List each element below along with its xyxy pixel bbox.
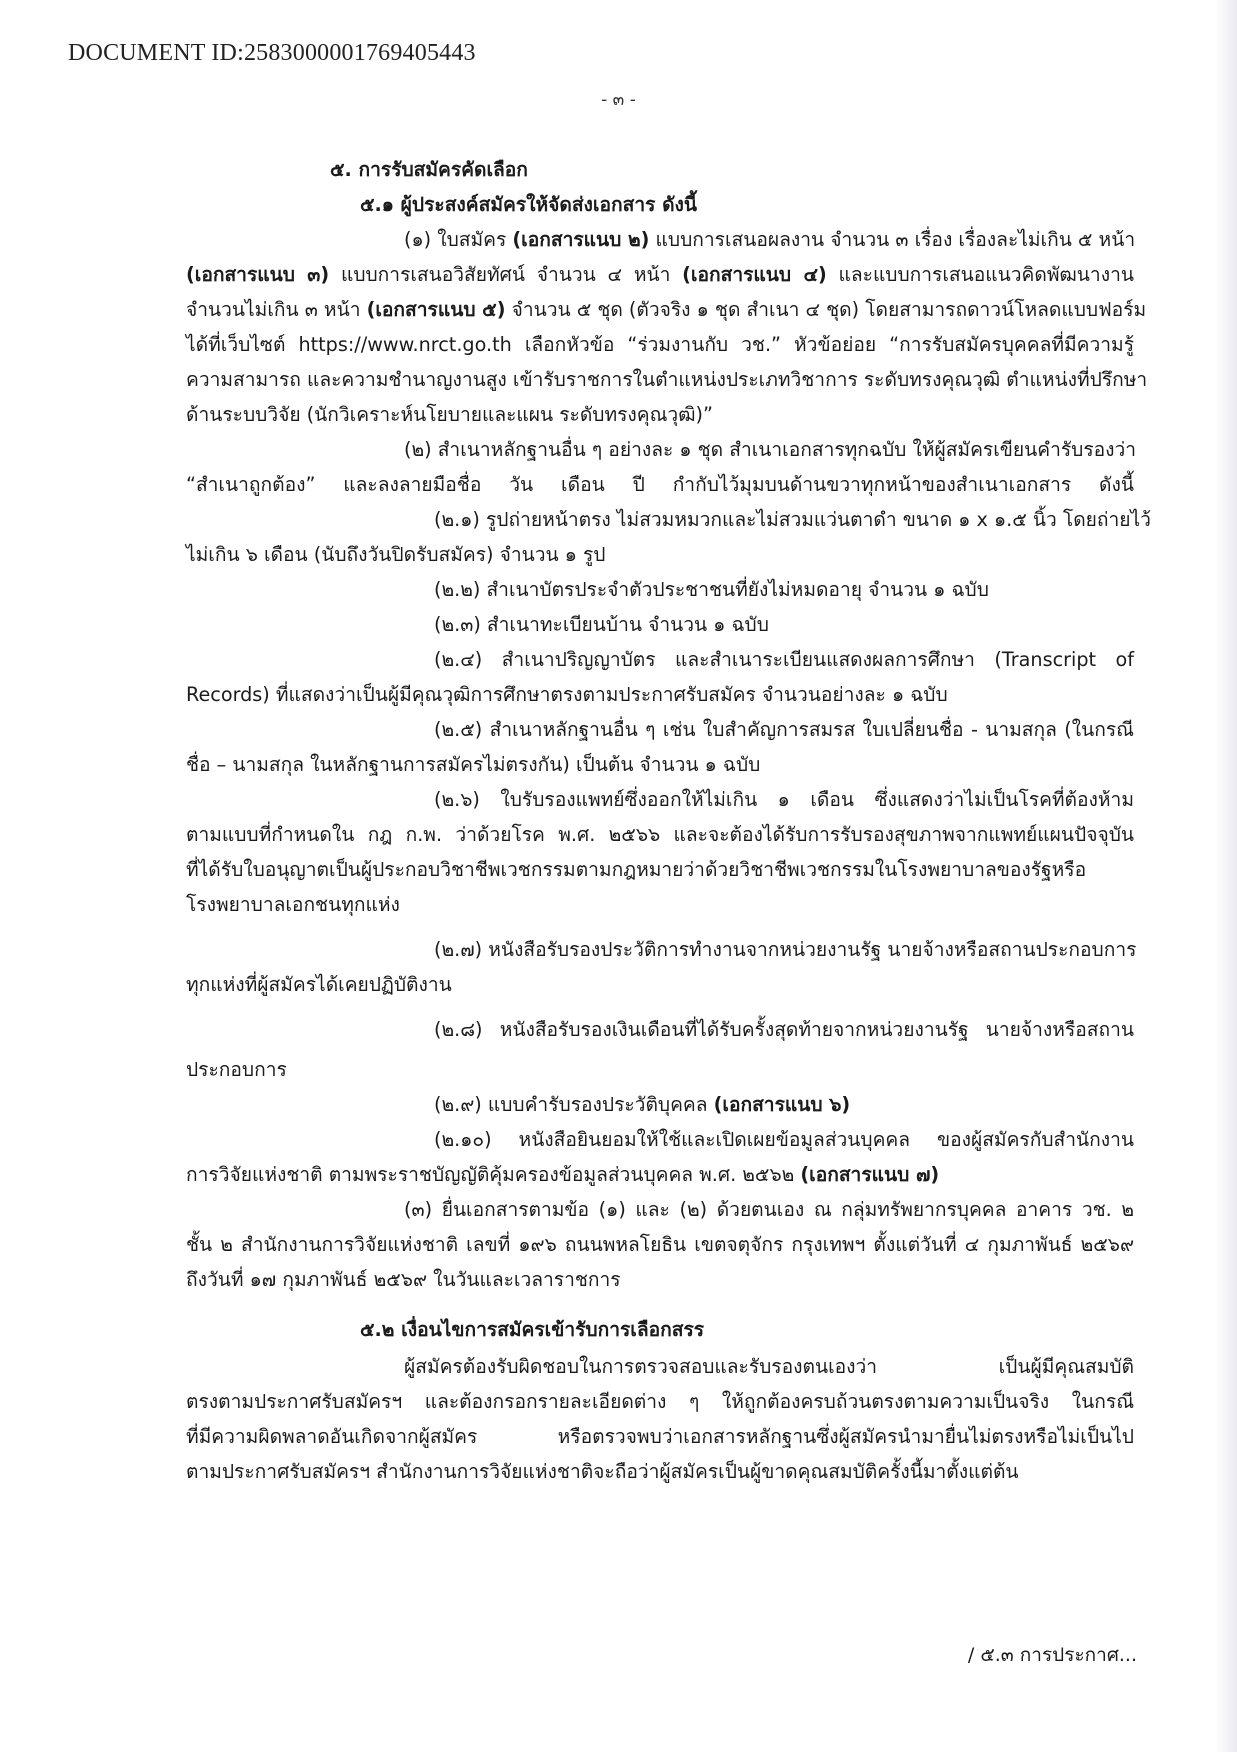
- section-5-2-line-3: ที่มีความผิดพลาดอันเกิดจากผู้สมัคร หรือตรวจพบว่าเอกสารหลักฐานซึ่งผู้สมัครนำมายื่นไม่ตรงหรือไม่เป็นไป: [186, 1425, 1134, 1448]
- item-2-1-line-2: ไม่เกิน ๖ เดือน (นับถึงวันปิดรับสมัคร) จำนวน ๑ รูป: [186, 543, 606, 566]
- item-2-8-line-2: ประกอบการ: [186, 1058, 287, 1081]
- section-5-heading: ๕. การรับสมัครคัดเลือก: [330, 158, 528, 181]
- item-3-line-1: (๓) ยื่นเอกสารตามข้อ (๑) และ (๒) ด้วยตนเอง ณ กลุ่มทรัพยากรบุคคล อาคาร วช. ๒: [404, 1198, 1134, 1221]
- item-1-line-6: ด้านระบบวิจัย (นักวิเคราะห์นโยบายและแผน ระดับทรงคุณวุฒิ)”: [186, 403, 713, 426]
- item-2-6-line-4: โรงพยาบาลเอกชนทุกแห่ง: [186, 893, 400, 916]
- item-2-3: (๒.๓) สำเนาทะเบียนบ้าน จำนวน ๑ ฉบับ: [434, 613, 769, 636]
- item-2-1-line-1: (๒.๑) รูปถ่ายหน้าตรง ไม่สวมหมวกและไม่สวมแว่นตาดำ ขนาด ๑ x ๑.๕ นิ้ว โดยถ่ายไว้: [434, 508, 1151, 531]
- continuation-footer: / ๕.๓ การประกาศ...: [967, 1644, 1137, 1666]
- item-1-line-2: [186, 263, 1134, 287]
- item-2-5-line-2: ชื่อ – นามสกุล ในหลักฐานการสมัครไม่ตรงกัน) เป็นต้น จำนวน ๑ ฉบับ: [186, 753, 761, 776]
- attachment-3-label: (เอกสารแนบ ๓): [186, 263, 330, 286]
- item-2-10-line-1: (๒.๑๐) หนังสือยินยอมให้ใช้และเปิดเผยข้อมูลส่วนบุคคล ของผู้สมัครกับสำนักงาน: [434, 1128, 1134, 1151]
- item-2-9-text: (๒.๙) แบบคำรับรองประวัติบุคคล: [434, 1093, 714, 1116]
- item-2-6-line-3: ที่ได้รับใบอนุญาตเป็นผู้ประกอบวิชาชีพเวชกรรมตามกฎหมายว่าด้วยวิชาชีพเวชกรรมในโรงพยาบาลของรัฐหรือ: [186, 858, 1087, 881]
- item-2-5-line-1: (๒.๕) สำเนาหลักฐานอื่น ๆ เช่น ใบสำคัญการสมรส ใบเปลี่ยนชื่อ - นามสกุล (ในกรณี: [434, 718, 1134, 741]
- section-5-2-line-1: ผู้สมัครต้องรับผิดชอบในการตรวจสอบและรับรองตนเองว่า เป็นผู้มีคุณสมบัติ: [404, 1355, 1134, 1378]
- item-3-line-3: ถึงวันที่ ๑๗ กุมภาพันธ์ ๒๕๖๙ ในวันและเวลาราชการ: [186, 1268, 621, 1291]
- attachment-7-label: (เอกสารแนบ ๗): [800, 1163, 940, 1186]
- item-2-8-line-1: (๒.๘) หนังสือรับรองเงินเดือนที่ได้รับครั้งสุดท้ายจากหน่วยงานรัฐ นายจ้างหรือสถาน: [434, 1018, 1134, 1041]
- item-3-line-2: ชั้น ๒ สำนักงานการวิจัยแห่งชาติ เลขที่ ๑๙๖ ถนนพหลโยธิน เขตจตุจักร กรุงเทพฯ ตั้งแต่วันที่ ๔ กุมภาพันธ์ ๒๕๖๙: [186, 1233, 1134, 1256]
- scan-edge-shadow: [1215, 0, 1237, 1752]
- item-2-line-1: (๒) สำเนาหลักฐานอื่น ๆ อย่างละ ๑ ชุด สำเนาเอกสารทุกฉบับ ให้ผู้สมัครเขียนคำรับรองว่า: [404, 438, 1137, 461]
- page-number: - ๓ -: [601, 90, 636, 110]
- item-2-7-line-1: (๒.๗) หนังสือรับรองประวัติการทำงานจากหน่วยงานรัฐ นายจ้างหรือสถานประกอบการ: [434, 938, 1137, 961]
- item-2-10-line-2: [186, 1163, 1134, 1187]
- item-1-text: จำนวน ๕ ชุด (ตัวจริง ๑ ชุด สำเนา ๔ ชุด) โดยสามารถดาวน์โหลดแบบฟอร์ม: [505, 298, 1147, 321]
- attachment-5-label: (เอกสารแนบ ๕): [366, 298, 506, 321]
- item-1-text: จำนวนไม่เกิน ๓ หน้า: [186, 298, 367, 321]
- section-5-2-line-4: ตามประกาศรับสมัครฯ สำนักงานการวิจัยแห่งชาติจะถือว่าผู้สมัครเป็นผู้ขาดคุณสมบัติครั้งนี้มาตั้งแต่ต้น: [186, 1460, 1019, 1483]
- item-2-4-line-2: Records) ที่แสดงว่าเป็นผู้มีคุณวุฒิการศึกษาตรงตามประกาศรับสมัคร จำนวนอย่างละ ๑ ฉบับ: [186, 683, 948, 706]
- section-5-2-line-2: ตรงตามประกาศรับสมัครฯ และต้องกรอกรายละเอียดต่าง ๆ ให้ถูกต้องครบถ้วนตรงตามความเป็นจริง ในกรณี: [186, 1390, 1134, 1413]
- item-1-line-1: [404, 228, 1134, 252]
- item-1-line-3: [186, 298, 1147, 322]
- item-2-6-line-1: (๒.๖) ใบรับรองแพทย์ซึ่งออกให้ไม่เกิน ๑ เดือน ซึ่งแสดงว่าไม่เป็นโรคที่ต้องห้าม: [434, 788, 1134, 811]
- item-2-4-line-1: (๒.๔) สำเนาปริญญาบัตร และสำเนาระเบียนแสดงผลการศึกษา (Transcript of: [434, 648, 1134, 671]
- item-2-line-2: “สำเนาถูกต้อง” และลงลายมือชื่อ วัน เดือน ปี กำกับไว้มุมบนด้านขวาทุกหน้าของสำเนาเอกสาร ดังนี้: [186, 473, 1134, 496]
- item-1-text: (๑) ใบสมัคร: [404, 228, 513, 251]
- item-1-line-4: ได้ที่เว็บไซต์ https://www.nrct.go.th เลือกหัวข้อ “ร่วมงานกับ วช.” หัวข้อย่อย “การรับสมัครบุคคลที่มีความรู้: [186, 333, 1134, 356]
- attachment-6-label: (เอกสารแนบ ๖): [713, 1093, 851, 1116]
- item-2-7-line-2: ทุกแห่งที่ผู้สมัครได้เคยปฏิบัติงาน: [186, 973, 452, 996]
- item-1-text: และแบบการเสนอแนวคิดพัฒนางาน: [826, 263, 1134, 286]
- item-2-9: [434, 1093, 850, 1117]
- item-1-text: แบบการเสนอวิสัยทัศน์ จำนวน ๔ หน้า: [329, 263, 683, 286]
- item-2-6-line-2: ตามแบบที่กำหนดใน กฎ ก.พ. ว่าด้วยโรค พ.ศ. ๒๕๖๖ และจะต้องได้รับการรับรองสุขภาพจากแพทย์แผนปัจจุบัน: [186, 823, 1134, 846]
- attachment-4-label: (เอกสารแนบ ๔): [682, 263, 827, 286]
- item-2-10-text: การวิจัยแห่งชาติ ตามพระราชบัญญัติคุ้มครองข้อมูลส่วนบุคคล พ.ศ. ๒๕๖๒: [186, 1163, 801, 1186]
- section-5-1-heading: ๕.๑ ผู้ประสงค์สมัครให้จัดส่งเอกสาร ดังนี้: [360, 193, 698, 216]
- item-1-line-5: ความสามารถ และความชำนาญงานสูง เข้ารับราชการในตำแหน่งประเภทวิชาการ ระดับทรงคุณวุฒิ ตำแหน่งที่ปรึกษา: [186, 368, 1148, 391]
- item-2-2: (๒.๒) สำเนาบัตรประจำตัวประชาชนที่ยังไม่หมดอายุ จำนวน ๑ ฉบับ: [434, 578, 989, 601]
- attachment-2-label: (เอกสารแนบ ๒): [512, 228, 650, 251]
- document-id: DOCUMENT ID:2583000001769405443: [68, 40, 476, 66]
- section-5-2-heading: ๕.๒ เงื่อนไขการสมัครเข้ารับการเลือกสรร: [360, 1318, 705, 1341]
- item-1-text: แบบการเสนอผลงาน จำนวน ๓ เรื่อง เรื่องละไม่เกิน ๕ หน้า: [649, 228, 1136, 251]
